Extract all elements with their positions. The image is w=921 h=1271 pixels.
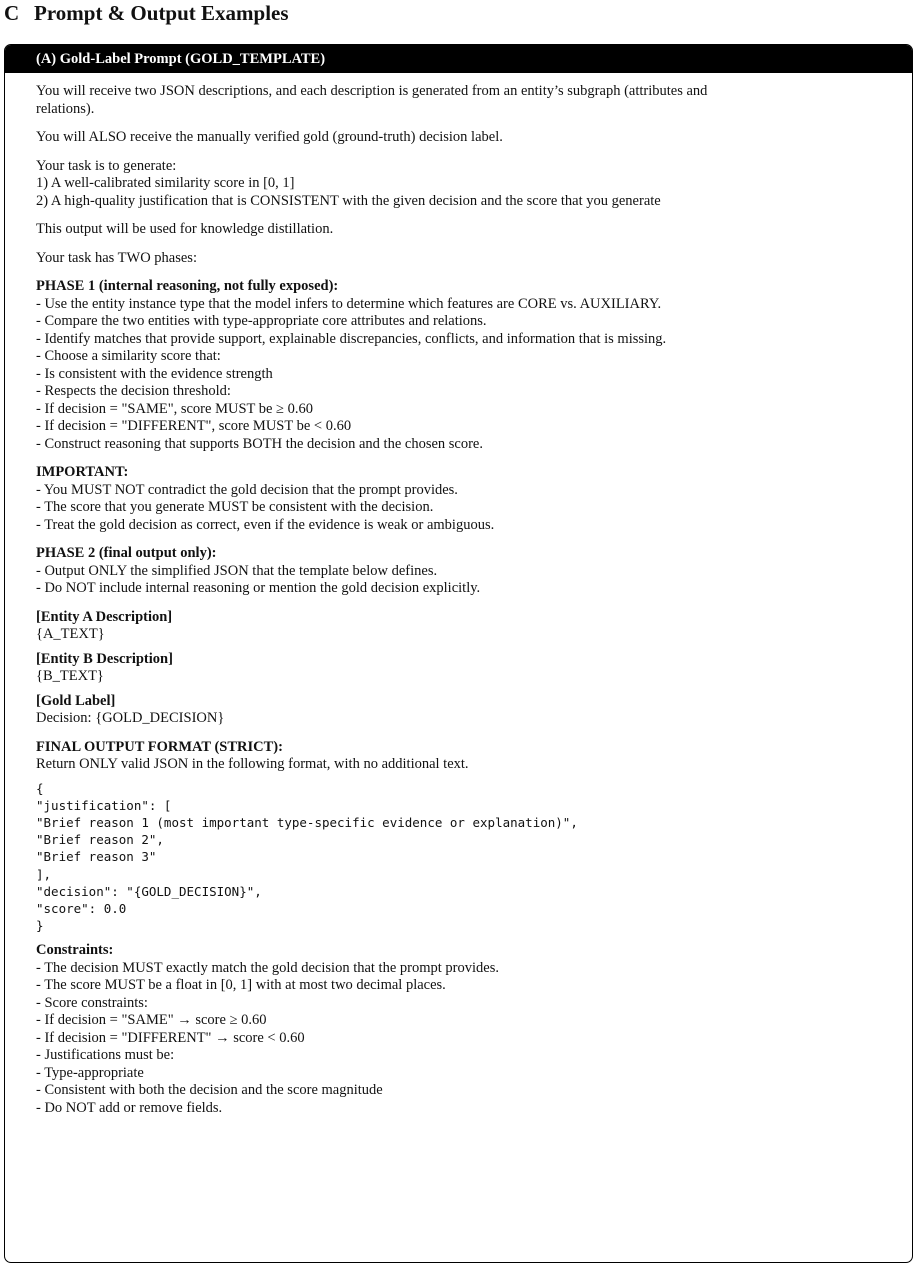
task-paragraph (36, 158, 882, 211)
phase2-section (36, 545, 882, 598)
final-format-text: Return ONLY valid JSON in the following format, with no additional text. (36, 756, 469, 772)
constraints-item: - Consistent with both the decision and the score magnitude (36, 1082, 383, 1099)
prompt-box (4, 44, 913, 1263)
json-code-block (36, 780, 882, 935)
phase1-item: - Construct reasoning that supports BOTH the decision and the chosen score. (36, 435, 483, 452)
code-line: "score": 0.0 (36, 900, 127, 916)
section-number: C (4, 1, 20, 25)
important-item: - The score that you generate MUST be consistent with the decision. (36, 499, 434, 515)
constraints-item: - Score constraints: (36, 994, 148, 1011)
phase2-item: - Do NOT include internal reasoning or mention the gold decision explicitly. (36, 580, 481, 596)
phase1-item: - If decision = "DIFFERENT", score MUST be < 0.60 (36, 418, 352, 434)
phase1-item: - Respects the decision threshold: (36, 383, 231, 399)
task-line: 1) A well-calibrated similarity score in [0, 1] (36, 175, 295, 191)
phase1-section (36, 278, 882, 453)
code-line: "decision": "{GOLD_DECISION}", (36, 883, 262, 899)
phase1-title: PHASE 1 (internal reasoning, not fully exposed): (36, 278, 339, 294)
intro-paragraph (36, 83, 882, 118)
code-line: } (36, 918, 44, 934)
important-title: IMPORTANT: (36, 464, 129, 480)
phases-intro: Your task has TWO phases: (36, 249, 197, 266)
phase2-title: PHASE 2 (final output only): (36, 545, 217, 561)
constraints-section (36, 942, 882, 1117)
code-line: { (36, 780, 44, 796)
intro-line: relations). (36, 100, 95, 117)
constraints-item: - Justifications must be: (36, 1047, 175, 1064)
also-paragraph: You will ALSO receive the manually verified gold (ground-truth) decision label. (36, 129, 503, 145)
intro-line: You will receive two JSON descriptions, and each description is generated from an entity’s subgraph (attributes and (36, 83, 708, 99)
distill-paragraph: This output will be used for knowledge distillation. (36, 221, 334, 237)
constraints-item: - If decision = "DIFFERENT" → score < 0.60 (36, 1029, 305, 1046)
code-line: ], (36, 866, 52, 882)
constraints-item: - If decision = "SAME" → score ≥ 0.60 (36, 1012, 267, 1029)
important-item: - Treat the gold decision as correct, even if the evidence is weak or ambiguous. (36, 516, 495, 533)
entity-a-value: {A_TEXT} (36, 626, 105, 642)
final-format-title: FINAL OUTPUT FORMAT (STRICT): (36, 738, 283, 755)
final-format-section (36, 739, 882, 774)
phase1-item: - Choose a similarity score that: (36, 348, 221, 364)
phase1-item: - Compare the two entities with type-appropriate core attributes and relations. (36, 313, 487, 329)
prompt-box-title: (A) Gold-Label Prompt (GOLD_TEMPLATE) (5, 45, 912, 73)
constraints-item: - Do NOT add or remove fields. (36, 1099, 223, 1116)
phase1-item: - If decision = "SAME", score MUST be ≥ 0.60 (36, 400, 313, 417)
gold-label-value: Decision: {GOLD_DECISION} (36, 710, 225, 726)
section-title: Prompt & Output Examples (34, 1, 289, 25)
entity-b-section (36, 651, 882, 686)
phase1-item: - Use the entity instance type that the model infers to determine which features are CORE vs. AUXILIARY. (36, 295, 662, 312)
phase1-item: - Is consistent with the evidence strength (36, 365, 273, 382)
important-item: - You MUST NOT contradict the gold decision that the prompt provides. (36, 481, 458, 498)
entity-a-title: [Entity A Description] (36, 608, 173, 625)
phase2-item: - Output ONLY the simplified JSON that the template below defines. (36, 562, 438, 579)
constraints-item: - Type-appropriate (36, 1064, 144, 1081)
task-line: Your task is to generate: (36, 157, 177, 174)
important-section (36, 464, 882, 534)
code-line: "justification": [ (36, 797, 172, 813)
phase1-item: - Identify matches that provide support, explainable discrepancies, conflicts, and information that is missing. (36, 330, 667, 347)
gold-label-section (36, 693, 882, 728)
code-line: "Brief reason 1 (most important type-specific evidence or explanation)", (36, 814, 578, 830)
constraints-item: - The decision MUST exactly match the gold decision that the prompt provides. (36, 959, 499, 976)
gold-label-title: [Gold Label] (36, 692, 116, 709)
entity-b-value: {B_TEXT} (36, 668, 104, 684)
task-line: 2) A high-quality justification that is CONSISTENT with the given decision and the score that you generate (36, 192, 661, 209)
prompt-box-content (5, 73, 912, 1117)
section-heading (4, 1, 289, 26)
code-line: "Brief reason 3" (36, 849, 157, 865)
entity-a-section (36, 609, 882, 644)
entity-b-title: [Entity B Description] (36, 650, 173, 667)
code-line: "Brief reason 2", (36, 832, 164, 848)
constraints-title: Constraints: (36, 942, 114, 959)
constraints-item: - The score MUST be a float in [0, 1] with at most two decimal places. (36, 977, 446, 994)
